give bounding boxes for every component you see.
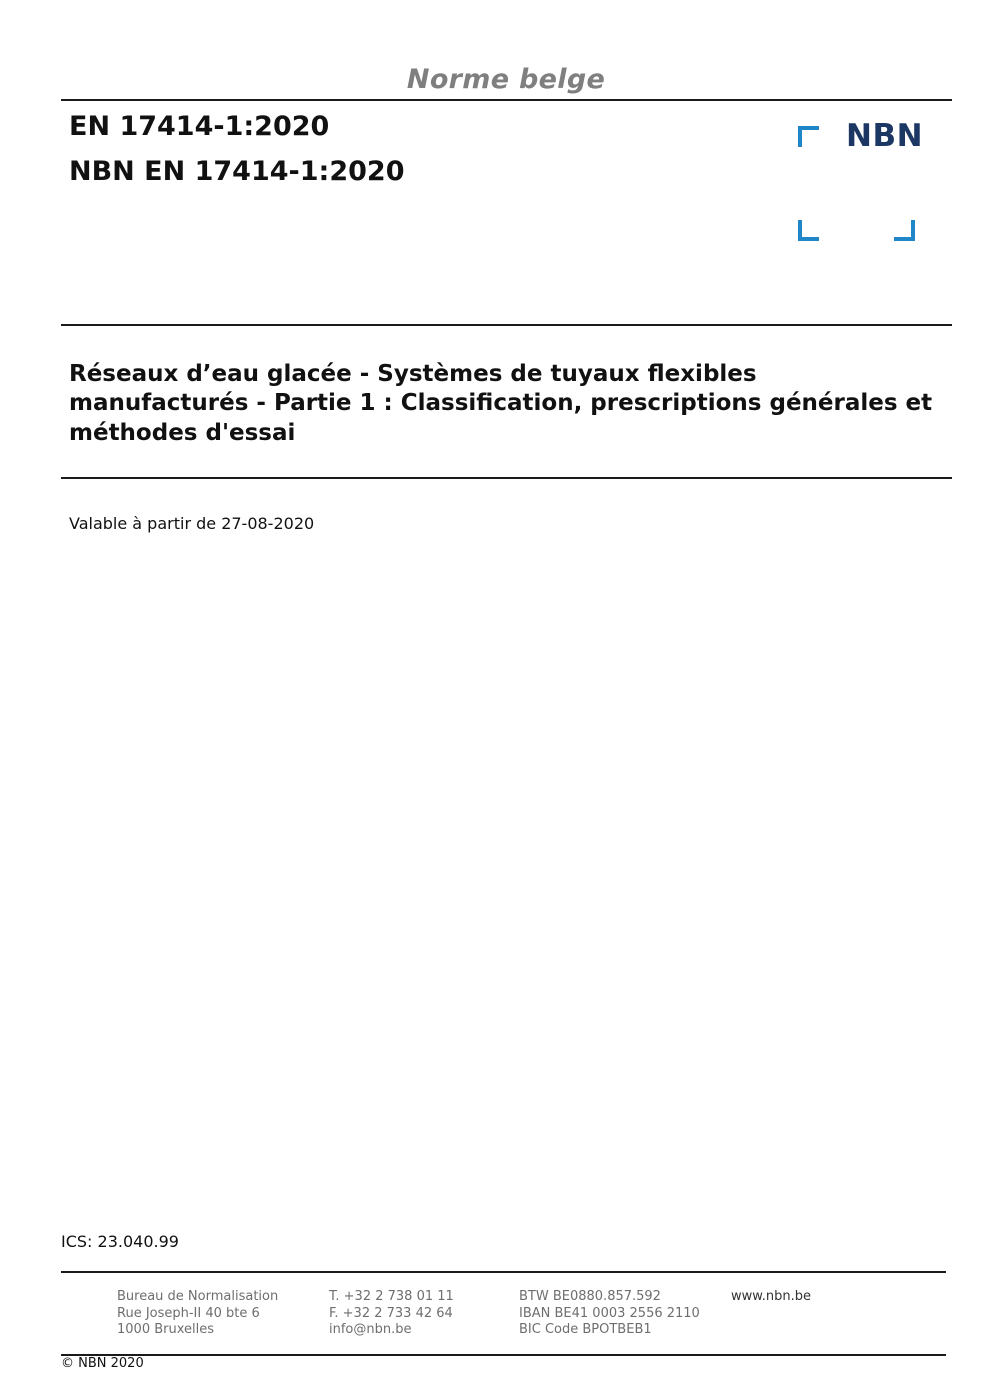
iban-number: IBAN BE41 0003 2556 2110: [519, 1305, 700, 1321]
document-title-line-2: manufacturés - Partie 1 : Classification, prescriptions générales et: [69, 390, 933, 416]
footer-bottom-divider: [61, 1354, 946, 1356]
copyright-notice: © NBN 2020: [61, 1356, 144, 1371]
document-title-line-3: méthodes d'essai: [69, 420, 296, 446]
document-title-line-1: Réseaux d’eau glacée - Systèmes de tuyaux flexibles: [69, 361, 757, 387]
bic-code: BIC Code BPOTBEB1: [519, 1322, 652, 1337]
address-line: Bureau de Normalisation: [117, 1289, 279, 1304]
address-line: Rue Joseph-II 40 bte 6: [117, 1305, 260, 1321]
website-link[interactable]: www.nbn.be: [731, 1289, 811, 1304]
vat-number: BTW BE0880.857.592: [519, 1289, 661, 1304]
logo-corner-bottom-right: [894, 220, 915, 241]
title-top-divider: [61, 324, 952, 326]
validity-date: Valable à partir de 27-08-2020: [69, 514, 315, 533]
footer-contact: [329, 1289, 454, 1339]
title-bottom-divider: [61, 477, 952, 479]
logo-corner-top-left: [798, 126, 819, 147]
standard-code-en: EN 17414-1:2020: [69, 111, 330, 142]
top-divider: [61, 99, 952, 101]
standard-code-nbn: NBN EN 17414-1:2020: [69, 156, 405, 187]
email-address[interactable]: info@nbn.be: [329, 1322, 412, 1337]
logo-corner-bottom-left: [798, 220, 819, 241]
fax-number: F. +32 2 733 42 64: [329, 1305, 453, 1321]
address-line: 1000 Bruxelles: [117, 1322, 215, 1337]
nbn-logo-text: NBN: [846, 118, 924, 154]
phone-number: T. +32 2 738 01 11: [329, 1289, 454, 1304]
footer-banking: [519, 1289, 700, 1339]
footer-address: [117, 1289, 278, 1339]
norm-label: Norme belge: [406, 64, 606, 95]
footer-top-divider: [61, 1271, 946, 1273]
ics-code: ICS: 23.040.99: [61, 1232, 179, 1251]
